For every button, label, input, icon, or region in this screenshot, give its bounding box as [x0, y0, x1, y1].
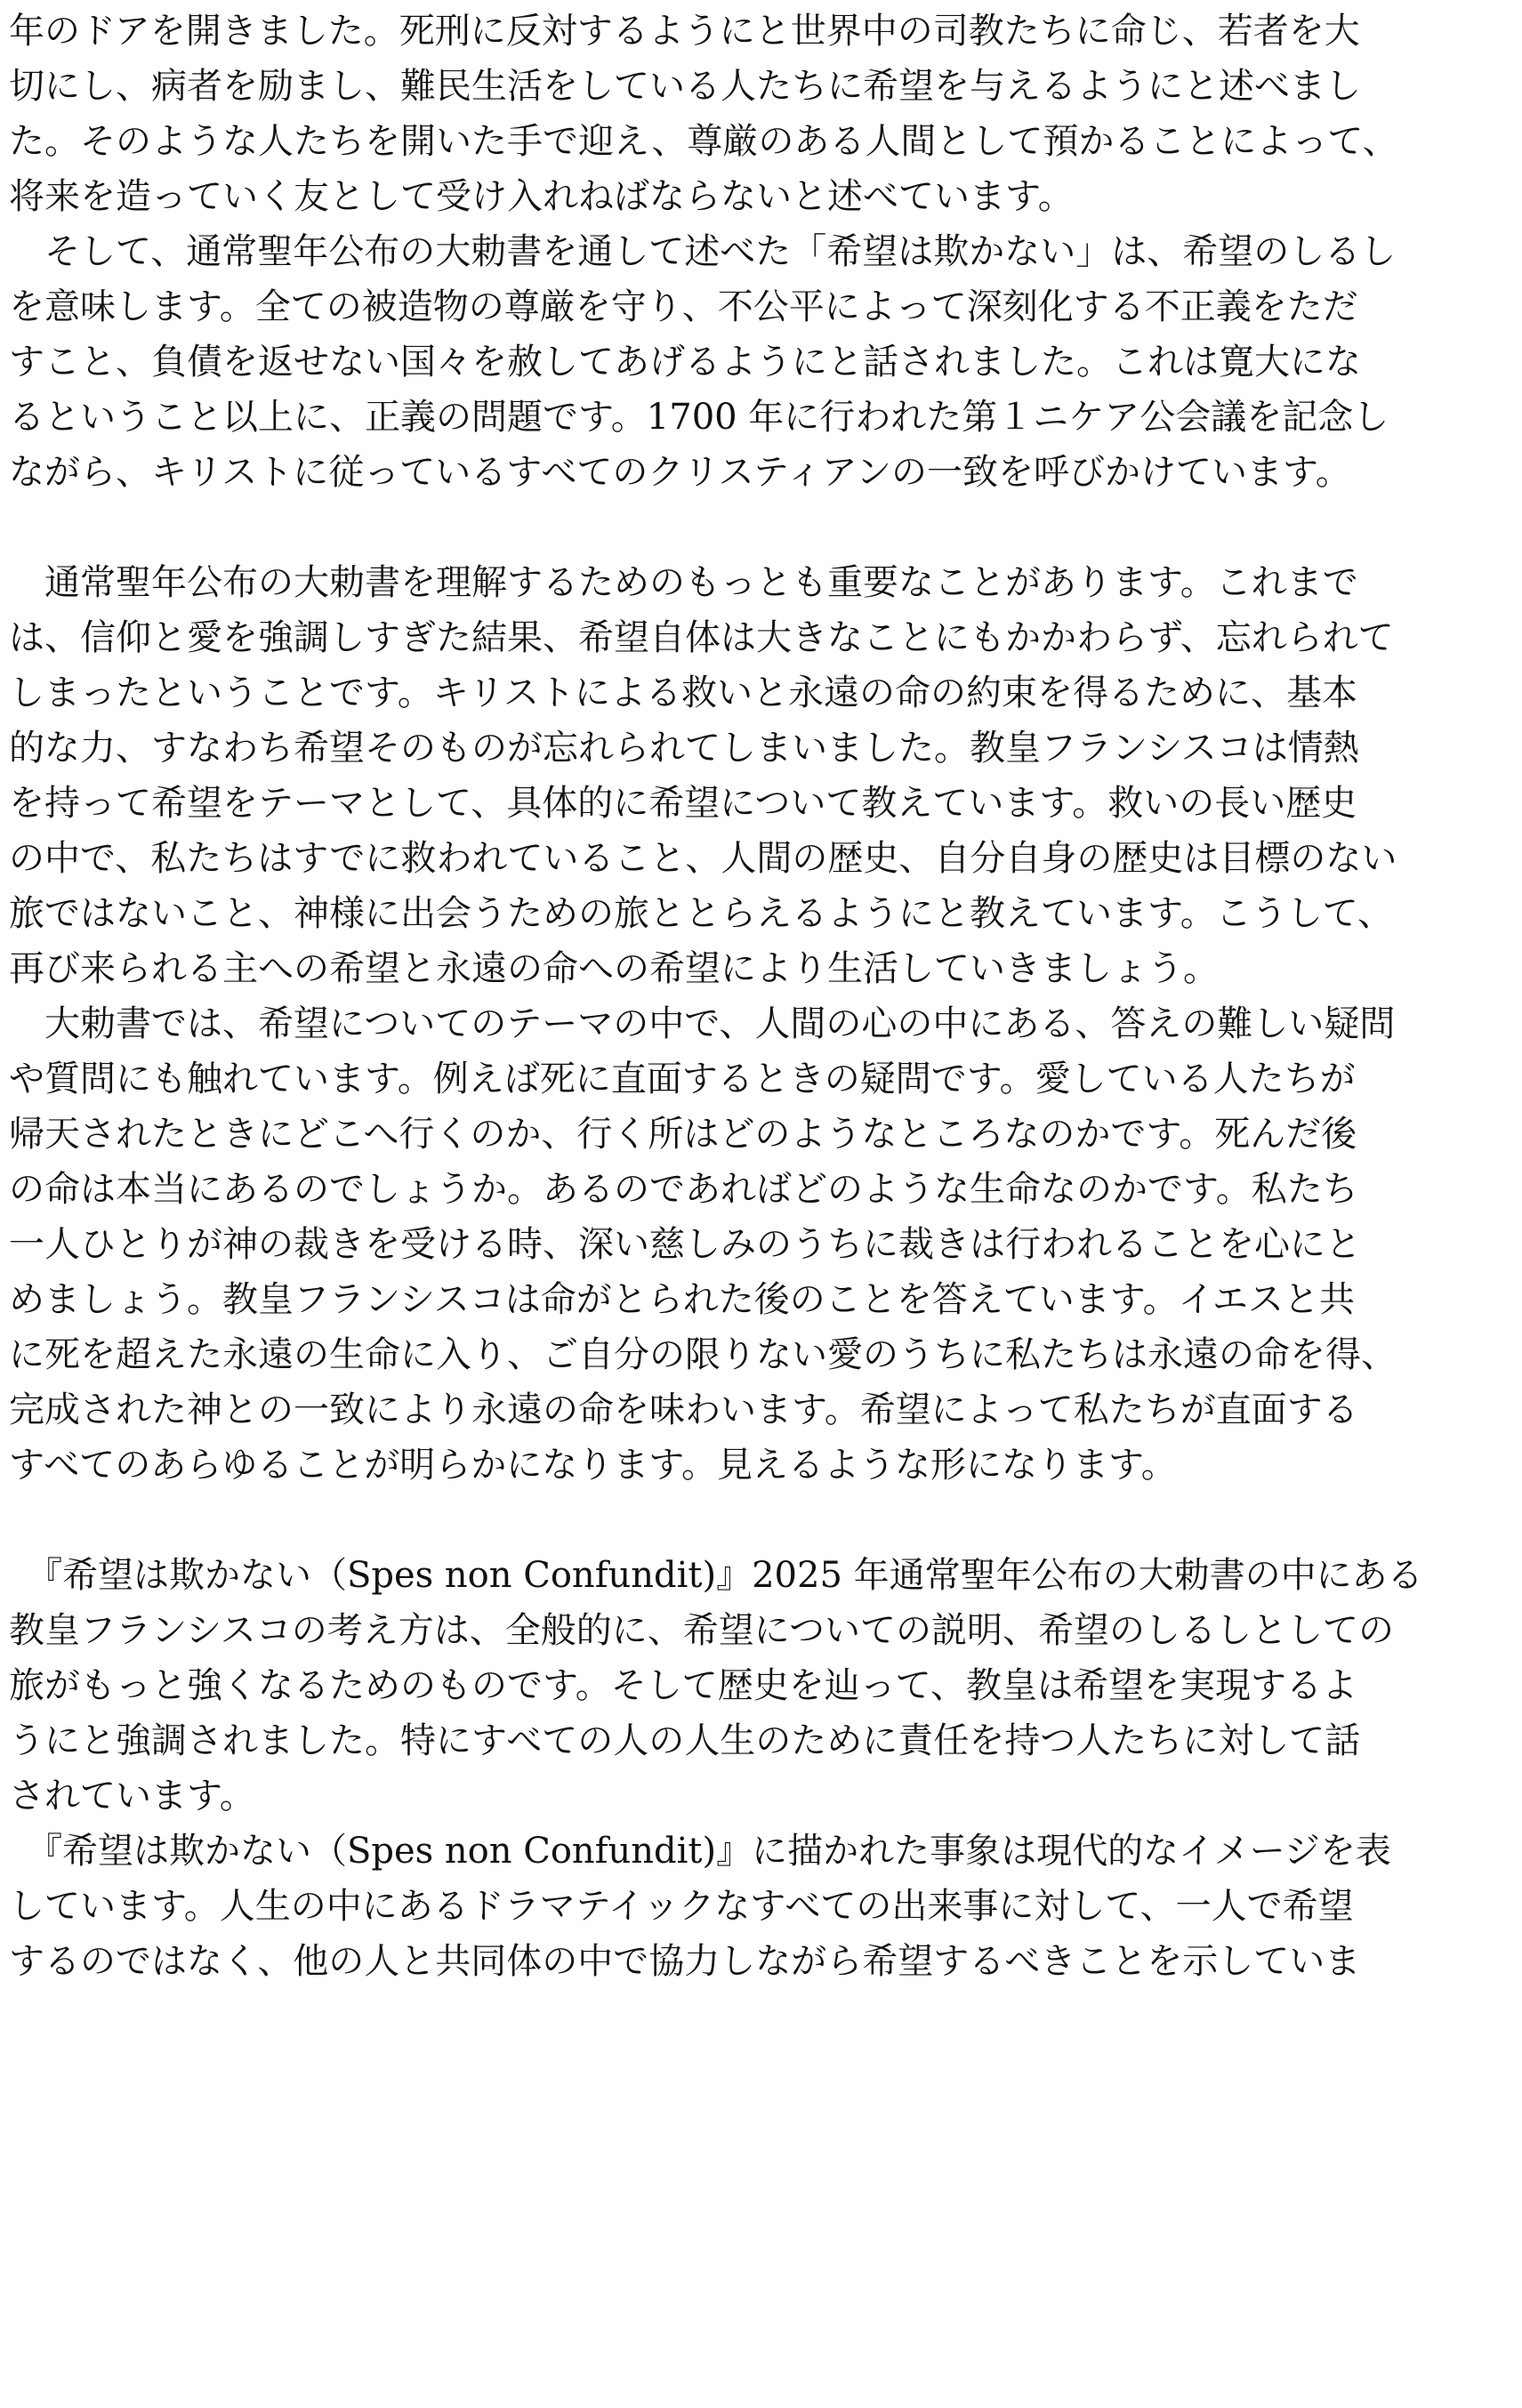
text-line: するのではなく、他の人と共同体の中で協力しながら希望するべきことを示していま [9, 1941, 1361, 1982]
text-line: 旅ではないこと、神様に出会うための旅ととらえるようにと教えています。こうして、 [9, 893, 1393, 934]
paragraph-spacer [9, 500, 1512, 555]
text-line: を持って希望をテーマとして、具体的に希望について教えています。救いの長い歴史 [9, 783, 1357, 824]
text-line: 一人ひとりが神の裁きを受ける時、深い慈しみのうちに裁きは行われることを心にと [9, 1224, 1361, 1265]
text-line: しまったということです。キリストによる救いと永遠の命の約束を得るために、基本 [9, 672, 1357, 713]
text-line: 完成された神との一致により永遠の命を味わいます。希望によって私たちが直面する [9, 1389, 1358, 1430]
paragraph-door-opening [9, 4, 1512, 224]
text-line: 年のドアを開きました。死刑に反対するようにと世界中の司教たちに命じ、若者を大 [9, 11, 1360, 52]
text-line: めましょう。教皇フランシスコは命がとられた後のことを答えています。イエスと共 [9, 1279, 1355, 1320]
text-line: に死を超えた永遠の生命に入り、ご自分の限りない愛のうちに私たちは永遠の命を得、 [9, 1334, 1397, 1375]
text-line: を意味します。全ての被造物の尊厳を守り、不公平によって深刻化する不正義をただ [9, 286, 1358, 327]
text-line: の命は本当にあるのでしょうか。あるのであればどのような生命なのかです。私たち [9, 1169, 1358, 1210]
text-line: 帰天されたときにどこへ行くのか、行く所はどのようなところなのかです。死んだ後 [9, 1114, 1357, 1155]
text-line: うにと強調されました。特にすべての人の人生のために責任を持つ人たちに対して話 [9, 1720, 1361, 1761]
text-line: の中で、私たちはすでに救われていること、人間の歴史、自分自身の歴史は目標のない [9, 838, 1397, 879]
text-line: 切にし、病者を励まし、難民生活をしている人たちに希望を与えるようにと述べまし [9, 66, 1361, 107]
text-line: た。そのような人たちを開いた手で迎え、尊厳のある人間として預かることによって、 [9, 121, 1398, 162]
paragraph-modern-image [9, 1824, 1512, 1989]
text-line: や質問にも触れています。例えば死に直面するときの疑問です。愛している人たちが [9, 1059, 1356, 1099]
text-line: そして、通常聖年公布の大勅書を通して述べた「希望は欺かない」は、希望のしるし [9, 231, 1397, 272]
text-line: 的な力、すなわち希望そのものが忘れられてしまいました。教皇フランシスコは情熱 [9, 728, 1359, 769]
paragraph-eternal-life [9, 996, 1512, 1493]
text-line: すこと、負債を返せない国々を赦してあげるようにと話されました。これは寛大にな [9, 342, 1361, 383]
paragraph-spes-non-confundit-summary [9, 1548, 1512, 1824]
text-line: しています。人生の中にあるドラマテイックなすべての出来事に対して、一人で希望 [9, 1886, 1354, 1927]
document-page [9, 4, 1512, 1989]
text-line: 『希望は欺かない（Spes non Confundit)』2025 年通常聖年公布の大勅書の中にある [9, 1555, 1423, 1596]
text-line: すべてのあらゆることが明らかになります。見えるような形になります。 [9, 1445, 1177, 1486]
text-line: 再び来られる主への希望と永遠の命への希望により生活していきましょう。 [9, 948, 1219, 989]
text-line: 旅がもっと強くなるためのものです。そして歴史を辿って、教皇は希望を実現するよ [9, 1665, 1357, 1706]
text-line: 大勅書では、希望についてのテーマの中で、人間の心の中にある、答えの難しい疑問 [9, 1003, 1396, 1044]
text-line: されています。 [9, 1776, 255, 1816]
paragraph-signs-of-hope [9, 224, 1512, 500]
text-line: 『希望は欺かない（Spes non Confundit)』に描かれた事象は現代的なイメージを表 [9, 1831, 1391, 1872]
text-line: は、信仰と愛を強調しすぎた結果、希望自体は大きなことにもかかわらず、忘れられて [9, 617, 1394, 658]
text-line: 通常聖年公布の大勅書を理解するためのもっとも重要なことがあります。これまで [9, 562, 1358, 603]
paragraph-forgotten-hope [9, 555, 1512, 996]
text-line: 教皇フランシスコの考え方は、全般的に、希望についての説明、希望のしるしとしての [9, 1610, 1394, 1651]
text-line: るということ以上に、正義の問題です。1700 年に行われた第１ニケア公会議を記念し [9, 397, 1389, 438]
paragraph-spacer [9, 1493, 1512, 1548]
text-line: 将来を造っていく友として受け入れねばならないと述べています。 [9, 176, 1074, 217]
text-line: ながら、キリストに従っているすべてのクリスティアンの一致を呼びかけています。 [9, 452, 1351, 493]
